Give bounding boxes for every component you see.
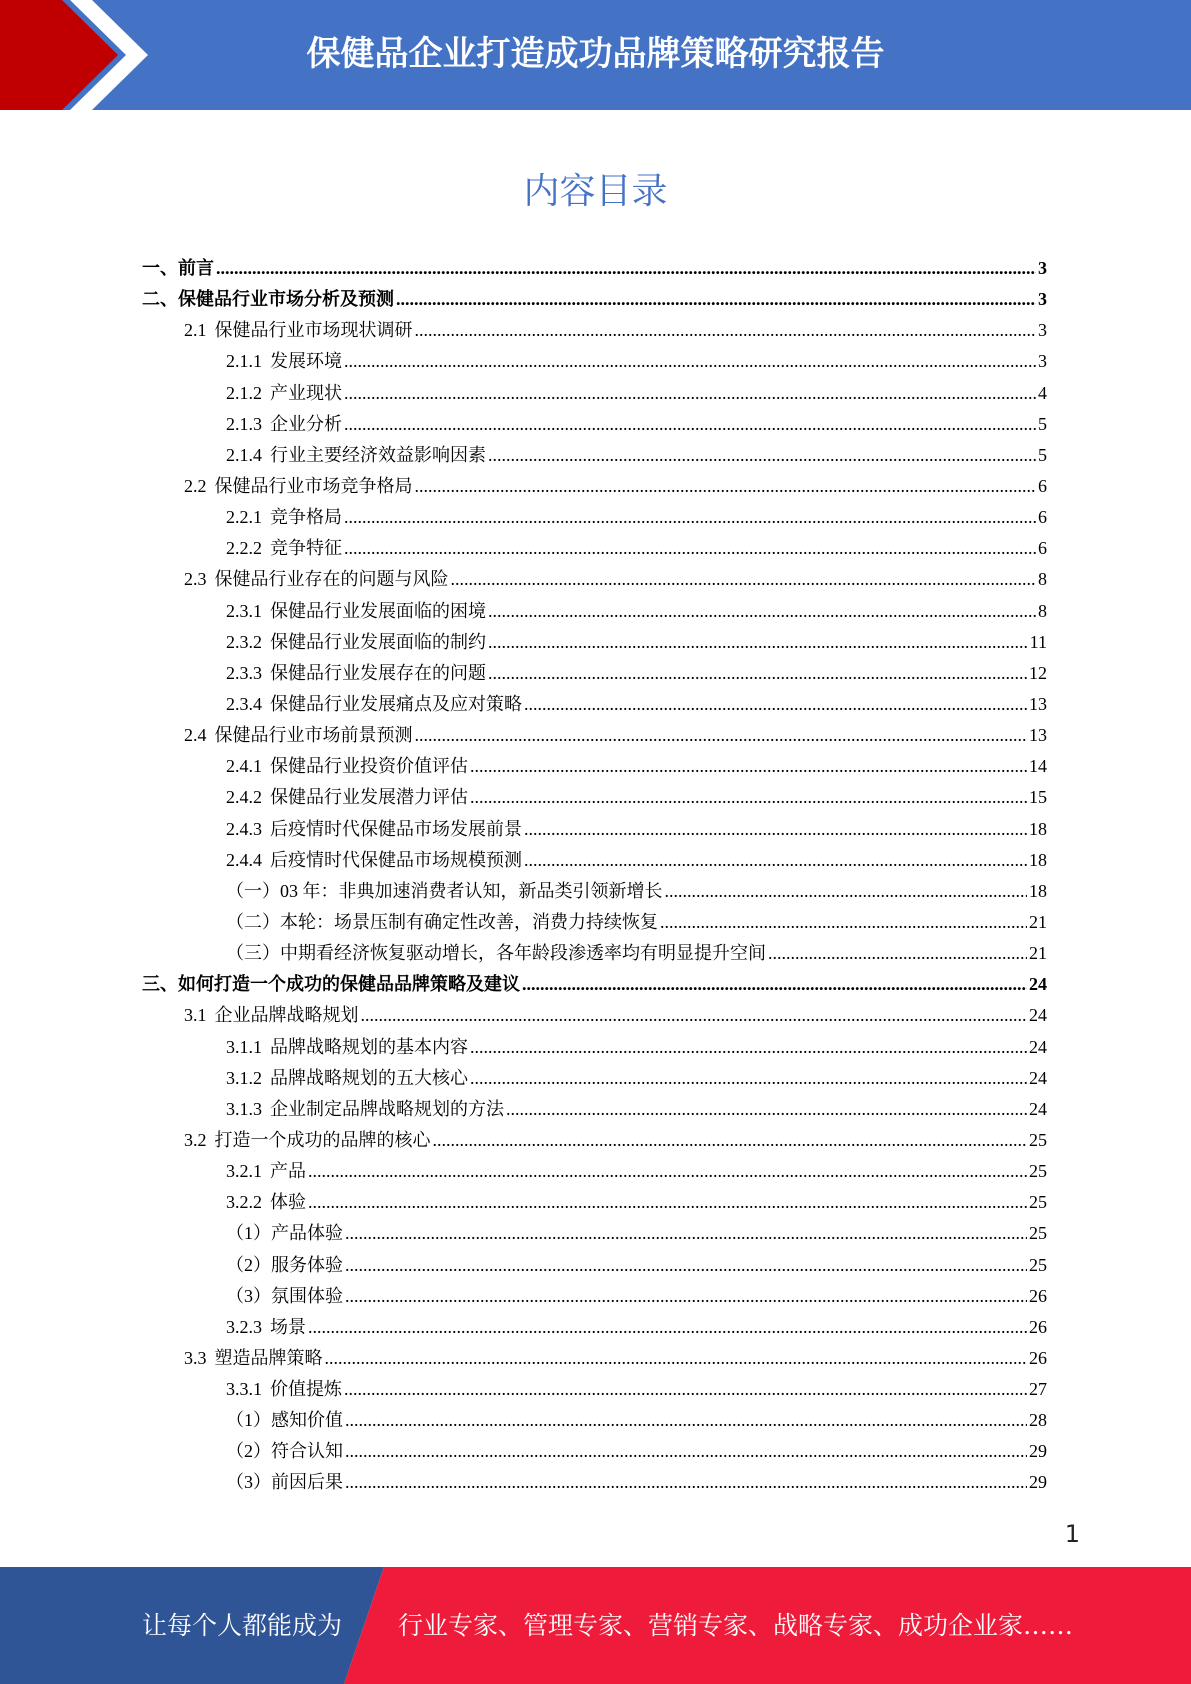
toc-entry-title: 企业制定品牌战略规划的方法 <box>270 1098 504 1119</box>
toc-entry-title: 品牌战略规划的基本内容 <box>270 1036 468 1057</box>
toc-entry[interactable] <box>142 1406 1047 1437</box>
toc-entry-page: 25 <box>1029 1254 1047 1275</box>
toc-entry-number: 2.3 <box>184 569 207 590</box>
toc-entry-title: 保健品行业发展面临的制约 <box>270 631 486 652</box>
toc-entry-number: （1） <box>226 1410 271 1431</box>
toc-leader-dots <box>470 756 1027 777</box>
toc-leader-dots <box>344 507 1036 528</box>
toc-entry-number: 2.1.3 <box>226 413 262 434</box>
toc-entry[interactable] <box>142 1313 1047 1344</box>
toc-entry-page: 8 <box>1038 600 1047 621</box>
toc-entry-title: 服务体验 <box>271 1254 343 1275</box>
toc-entry-page: 5 <box>1038 413 1047 434</box>
toc-entry-title: 本轮：场景压制有确定性改善，消费力持续恢复 <box>280 911 658 932</box>
toc-entry-number: 2.3.1 <box>226 600 262 621</box>
toc-entry[interactable] <box>142 534 1047 565</box>
toc-entry-title: 前因后果 <box>271 1472 343 1493</box>
toc-leader-dots <box>660 912 1027 933</box>
toc-entry-page: 13 <box>1029 693 1047 714</box>
toc-entry[interactable] <box>142 565 1047 596</box>
toc-entry[interactable] <box>142 1095 1047 1126</box>
toc-entry-page: 25 <box>1029 1192 1047 1213</box>
toc-leader-dots <box>344 351 1036 372</box>
toc-entry-number: 3.3.1 <box>226 1379 262 1400</box>
toc-entry-number: 3.2.1 <box>226 1161 262 1182</box>
page-number: 1 <box>1064 1520 1080 1548</box>
toc-entry[interactable] <box>142 1126 1047 1157</box>
toc-leader-dots <box>345 1255 1027 1276</box>
toc-leader-dots <box>488 445 1036 466</box>
toc-entry[interactable] <box>142 410 1047 441</box>
toc-leader-dots <box>344 414 1036 435</box>
toc-entry-title: 企业分析 <box>270 413 342 434</box>
toc-entry-title: 03 年：非典加速消费者认知，新品类引领新增长 <box>280 880 663 901</box>
toc-entry-title: 氛围体验 <box>271 1285 343 1306</box>
toc-entry[interactable] <box>142 254 1047 285</box>
toc-leader-dots <box>345 1410 1027 1431</box>
toc-entry[interactable] <box>142 659 1047 690</box>
toc-entry-number: （2） <box>226 1254 271 1275</box>
toc-entry-page: 26 <box>1029 1347 1047 1368</box>
toc-leader-dots <box>344 1379 1027 1400</box>
toc-entry-page: 18 <box>1029 818 1047 839</box>
toc-entry-page: 14 <box>1029 756 1047 777</box>
toc-entry[interactable] <box>142 347 1047 378</box>
toc-entry-page: 15 <box>1029 787 1047 808</box>
toc-entry-number: （2） <box>226 1441 271 1462</box>
toc-entry-number: 2.1.2 <box>226 382 262 403</box>
toc-entry-number: 2.2.2 <box>226 538 262 559</box>
toc-entry-number: （1） <box>226 1223 271 1244</box>
toc-leader-dots <box>344 383 1036 404</box>
toc-entry-title: 一、前言 <box>142 258 214 278</box>
toc-entry-page: 3 <box>1038 289 1047 310</box>
toc-entry[interactable] <box>142 1033 1047 1064</box>
toc-entry-number: 2.1.4 <box>226 444 262 465</box>
toc-entry-title: 打造一个成功的品牌的核心 <box>214 1129 431 1150</box>
toc-entry-title: 后疫情时代保健品市场发展前景 <box>270 818 522 839</box>
toc-entry-number: 3.1.1 <box>226 1036 262 1057</box>
toc-entry-page: 26 <box>1029 1316 1047 1337</box>
toc-entry-number: （一） <box>226 880 280 901</box>
toc-leader-dots <box>361 1005 1028 1026</box>
toc-entry-page: 25 <box>1029 1223 1047 1244</box>
toc-entry[interactable] <box>142 1251 1047 1282</box>
toc-entry[interactable] <box>142 939 1047 970</box>
toc-entry[interactable] <box>142 846 1047 877</box>
toc-entry-page: 24 <box>1029 974 1047 995</box>
toc-leader-dots <box>308 1161 1027 1182</box>
toc-entry[interactable] <box>142 1064 1047 1095</box>
toc-entry[interactable] <box>142 877 1047 908</box>
toc-leader-dots <box>345 1286 1027 1307</box>
toc-entry-page: 26 <box>1029 1285 1047 1306</box>
toc-leader-dots <box>345 1441 1027 1462</box>
toc-entry-number: 2.2 <box>184 475 207 496</box>
toc-leader-dots <box>524 819 1027 840</box>
toc-entry-title: 保健品行业发展潜力评估 <box>270 787 468 808</box>
toc-entry-number: 3.1 <box>184 1005 207 1026</box>
toc-entry-title: 场景 <box>270 1316 306 1337</box>
toc-entry-page: 6 <box>1038 538 1047 559</box>
toc-entry[interactable] <box>142 1375 1047 1406</box>
toc-leader-dots <box>524 850 1027 871</box>
toc-entry-title: 产品体验 <box>271 1223 343 1244</box>
toc-entry-page: 3 <box>1038 258 1047 278</box>
footer-slogan-right: 行业专家、管理专家、营销专家、战略专家、成功企业家…… <box>398 1611 1074 1640</box>
toc-leader-dots <box>470 787 1027 808</box>
toc-entry[interactable] <box>142 1188 1047 1219</box>
toc-entry-page: 6 <box>1038 475 1047 496</box>
toc-entry-page: 25 <box>1029 1129 1047 1150</box>
table-of-contents <box>142 254 1047 1500</box>
toc-entry-number: 2.4.4 <box>226 849 262 870</box>
toc-entry[interactable] <box>142 783 1047 814</box>
toc-entry-page: 29 <box>1029 1441 1047 1462</box>
toc-entry-page: 21 <box>1029 911 1047 932</box>
toc-entry[interactable] <box>142 441 1047 472</box>
toc-entry-page: 18 <box>1029 880 1047 901</box>
toc-leader-dots <box>470 1037 1027 1058</box>
report-title: 保健品企业打造成功品牌策略研究报告 <box>306 34 885 74</box>
toc-entry[interactable] <box>142 815 1047 846</box>
toc-entry-title: 行业主要经济效益影响因素 <box>270 444 486 465</box>
toc-leader-dots <box>345 1472 1027 1493</box>
toc-leader-dots <box>451 569 1037 590</box>
toc-entry[interactable] <box>142 1468 1047 1499</box>
toc-entry[interactable] <box>142 970 1047 1001</box>
toc-leader-dots <box>415 320 1037 341</box>
toc-entry-page: 12 <box>1029 662 1047 683</box>
toc-entry[interactable] <box>142 1001 1047 1032</box>
toc-entry-title: 保健品行业市场前景预测 <box>214 725 413 746</box>
toc-entry-number: 3.1.3 <box>226 1098 262 1119</box>
toc-entry[interactable] <box>142 1219 1047 1250</box>
toc-entry-page: 24 <box>1029 1005 1047 1026</box>
toc-entry-title: 符合认知 <box>271 1441 343 1462</box>
toc-entry-title: 后疫情时代保健品市场规模预测 <box>270 849 522 870</box>
toc-entry[interactable] <box>142 908 1047 939</box>
toc-entry[interactable] <box>142 752 1047 783</box>
toc-entry-title: 三、如何打造一个成功的保健品品牌策略及建议 <box>142 974 520 995</box>
toc-entry-page: 27 <box>1029 1379 1047 1400</box>
toc-entry[interactable] <box>142 472 1047 503</box>
toc-entry-page: 21 <box>1029 943 1047 964</box>
toc-entry-number: （二） <box>226 911 280 932</box>
toc-leader-dots <box>433 1130 1028 1151</box>
toc-entry-title: 发展环境 <box>270 351 342 372</box>
toc-leader-dots <box>488 632 1028 653</box>
toc-entry[interactable] <box>142 690 1047 721</box>
toc-entry-title: 竞争特征 <box>270 538 342 559</box>
toc-entry-number: 3.2.2 <box>226 1192 262 1213</box>
toc-heading: 内容目录 <box>523 171 668 212</box>
toc-entry-number: 3.2 <box>184 1129 207 1150</box>
toc-entry[interactable] <box>142 379 1047 410</box>
toc-entry-title: 体验 <box>270 1192 306 1213</box>
toc-entry-title: 中期看经济恢复驱动增长，各年龄段渗透率均有明显提升空间 <box>280 943 766 964</box>
toc-entry-page: 13 <box>1029 725 1047 746</box>
toc-entry-page: 3 <box>1038 320 1047 341</box>
toc-entry[interactable] <box>142 1157 1047 1188</box>
toc-entry-page: 18 <box>1029 849 1047 870</box>
toc-entry-title: 保健品行业发展面临的困境 <box>270 600 486 621</box>
toc-entry-title: 价值提炼 <box>270 1379 342 1400</box>
toc-entry-page: 11 <box>1029 631 1047 652</box>
toc-entry-page: 24 <box>1029 1036 1047 1057</box>
toc-leader-dots <box>308 1317 1027 1338</box>
toc-entry-title: 保健品行业存在的问题与风险 <box>214 569 449 590</box>
toc-entry-title: 保健品行业市场现状调研 <box>214 320 413 341</box>
toc-leader-dots <box>345 1223 1027 1244</box>
toc-leader-dots <box>344 538 1036 559</box>
toc-entry-page: 29 <box>1029 1472 1047 1493</box>
toc-entry-number: 2.3.3 <box>226 662 262 683</box>
toc-entry[interactable] <box>142 1437 1047 1468</box>
toc-leader-dots <box>325 1348 1028 1369</box>
toc-entry-page: 3 <box>1038 351 1047 372</box>
toc-entry[interactable] <box>142 503 1047 534</box>
toc-entry-title: 企业品牌战略规划 <box>214 1005 359 1026</box>
toc-entry[interactable] <box>142 721 1047 752</box>
toc-leader-dots <box>396 289 1036 310</box>
toc-entry-number: 2.4 <box>184 725 207 746</box>
toc-entry-number: 2.1.1 <box>226 351 262 372</box>
toc-entry[interactable] <box>142 285 1047 316</box>
toc-entry-title: 保健品行业投资价值评估 <box>270 756 468 777</box>
toc-entry-number: 3.3 <box>184 1347 207 1368</box>
toc-leader-dots <box>488 601 1036 622</box>
toc-entry[interactable] <box>142 597 1047 628</box>
toc-leader-dots <box>216 258 1036 279</box>
toc-leader-dots <box>308 1192 1027 1213</box>
toc-entry-number: 2.1 <box>184 320 207 341</box>
toc-entry[interactable] <box>142 1344 1047 1375</box>
toc-entry-number: 2.4.2 <box>226 787 262 808</box>
footer-band <box>0 1567 1191 1684</box>
toc-entry-number: 2.3.2 <box>226 631 262 652</box>
toc-entry-number: 3.2.3 <box>226 1316 262 1337</box>
toc-entry-page: 6 <box>1038 507 1047 528</box>
toc-entry-number: （3） <box>226 1472 271 1493</box>
toc-leader-dots <box>415 476 1037 497</box>
toc-entry-page: 24 <box>1029 1067 1047 1088</box>
toc-entry-title: 产品 <box>270 1161 306 1182</box>
footer-slogan-left: 让每个人都能成为 <box>142 1611 343 1640</box>
toc-entry[interactable] <box>142 628 1047 659</box>
toc-entry-title: 保健品行业发展存在的问题 <box>270 662 486 683</box>
toc-entry-page: 25 <box>1029 1161 1047 1182</box>
toc-entry-page: 24 <box>1029 1098 1047 1119</box>
toc-entry-page: 5 <box>1038 444 1047 465</box>
toc-leader-dots <box>522 974 1027 995</box>
toc-entry-page: 28 <box>1029 1410 1047 1431</box>
toc-entry-number: （3） <box>226 1285 271 1306</box>
toc-entry-title: 品牌战略规划的五大核心 <box>270 1067 468 1088</box>
toc-entry-number: 2.4.3 <box>226 818 262 839</box>
toc-entry-page: 8 <box>1038 569 1047 590</box>
toc-entry-number: 2.2.1 <box>226 507 262 528</box>
toc-entry[interactable] <box>142 316 1047 347</box>
toc-leader-dots <box>524 694 1027 715</box>
toc-entry-page: 4 <box>1038 382 1047 403</box>
toc-leader-dots <box>506 1099 1027 1120</box>
toc-entry-title: 竞争格局 <box>270 507 342 528</box>
toc-leader-dots <box>415 725 1028 746</box>
toc-entry-number: 3.1.2 <box>226 1067 262 1088</box>
toc-entry-title: 感知价值 <box>271 1410 343 1431</box>
toc-leader-dots <box>488 663 1027 684</box>
header-band <box>0 0 1191 110</box>
toc-leader-dots <box>665 881 1028 902</box>
toc-entry[interactable] <box>142 1282 1047 1313</box>
toc-entry-title: 保健品行业发展痛点及应对策略 <box>270 693 522 714</box>
toc-entry-title: 保健品行业市场竞争格局 <box>214 475 413 496</box>
toc-entry-number: （三） <box>226 943 280 964</box>
toc-leader-dots <box>470 1068 1027 1089</box>
toc-entry-number: 2.3.4 <box>226 693 262 714</box>
toc-entry-title: 产业现状 <box>270 382 342 403</box>
toc-entry-number: 2.4.1 <box>226 756 262 777</box>
toc-entry-title: 塑造品牌策略 <box>214 1347 323 1368</box>
toc-entry-title: 二、保健品行业市场分析及预测 <box>142 289 394 310</box>
toc-leader-dots <box>768 943 1027 964</box>
